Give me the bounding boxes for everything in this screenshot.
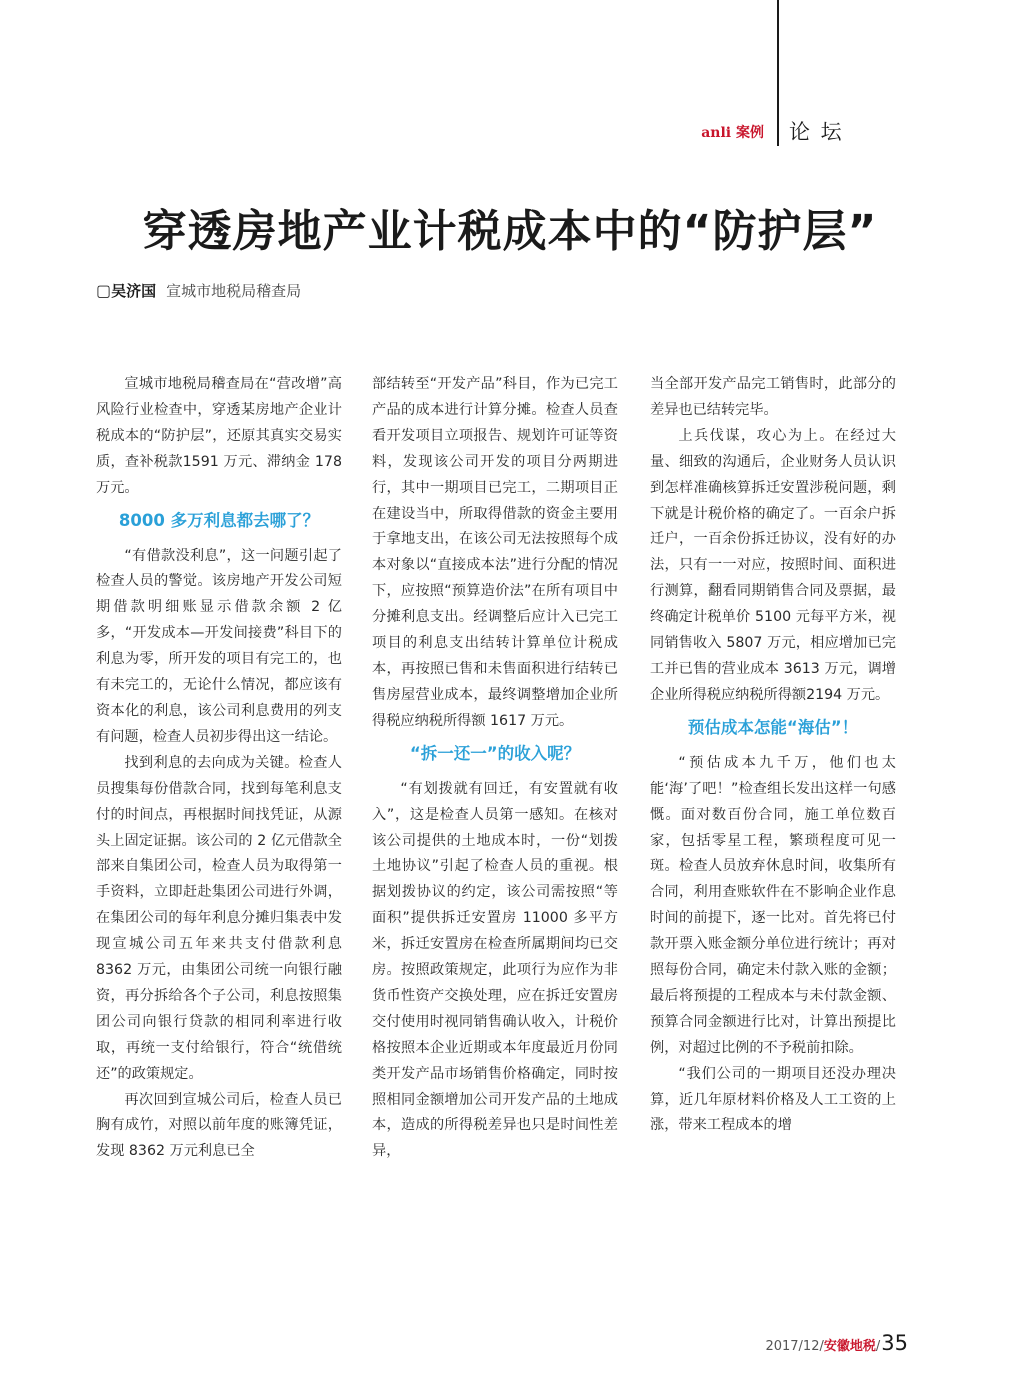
paragraph: 宣城市地税局稽查局在“营改增”高风险行业检查中，穿透某房地产企业计税成本的“防护层”，还原其真实交易实质，查补税款1591 万元、滞纳金 178 万元。 (96, 376, 342, 496)
footer-separator: / (875, 1339, 881, 1354)
author-name: 吴济国 (111, 282, 157, 300)
section-label-cn: 案例 (736, 125, 764, 141)
issue-date: 2017/12/ (765, 1339, 824, 1354)
byline-mark-icon: ▢ (96, 281, 112, 300)
article-title: 穿透房地产业计税成本中的“防护层” (142, 206, 878, 258)
page-number: 35 (881, 1331, 908, 1355)
paragraph: 当全部开发产品完工销售时，此部分的差异也已结转完毕。 (650, 376, 896, 418)
page-footer (765, 1331, 908, 1355)
paragraph: 上兵伐谋，攻心为上。在经过大量、细致的沟通后，企业财务人员认识到怎样准确核算拆迁安置涉税问题，剩下就是计税价格的确定了。一百余户拆迁户，一百余份拆迁协议，没有好的办法，只有一一对应，按照时间、面积进行测算，翻看同期销售合同及票据，最终确定计税单价 5100 元每平方米，视同销售收入 5807 万元，相应增加已完工并已售的营业成本 3613 万元，调增企业所得税应纳税所得额2194 万元。 (650, 427, 896, 703)
magazine-name: 安徽地税 (823, 1339, 876, 1354)
section-heading: “拆一还一”的收入呢？ (409, 743, 581, 763)
paragraph: 再次回到宣城公司后，检查人员已胸有成竹，对照以前年度的账簿凭证，发现 8362 万元利息已全 (96, 1091, 342, 1160)
body-column-2 (372, 372, 618, 1165)
paragraph: “有划拨就有回迁，有安置就有收入”，这是检查人员第一感知。在核对该公司提供的土地成本时，一份“划拨土地协议”引起了检查人员的重视。根据划拨协议的约定，该公司需按照“等面积”提供拆迁安置房 11000 多平方米，拆迁安置房在检查所属期间均已交房。按照政策规定，此项行为应作为非货币性资产交换处理，应在拆迁安置房交付使用时视同销售确认收入，计税价格按照本企业近期或本年度最近月份同类开发产品市场销售价格确定，同时按照相同金额增加公司开发产品的土地成本，造成的所得税差异也只是时间性差异， (372, 780, 618, 1160)
section-label (701, 122, 764, 142)
paragraph: “有借款没利息”，这一问题引起了检查人员的警觉。该房地产开发公司短期借款明细账显示借款余额 2 亿多，“开发成本—开发间接费”科目下的利息为零，所开发的项目有完工的，也有未完工的，无论什么情况，都应该有资本化的利息，该公司利息费用的列支有问题，检查人员初步得出这一结论。 (96, 547, 342, 745)
body-column-1 (96, 372, 342, 1165)
section-heading: 8000 多万利息都去哪了？ (118, 510, 320, 530)
byline (96, 280, 301, 301)
section-heading: 预估成本怎能“海估”！ (687, 717, 859, 737)
section-label-en: anli (701, 125, 732, 141)
column-label: 论 坛 (789, 120, 844, 144)
paragraph: 部结转至“开发产品”科目，作为已完工产品的成本进行计算分摊。检查人员查看开发项目立项报告、规划许可证等资料，发现该公司开发的项目分两期进行，其中一期项目已完工，二期项目正在建设当中，所取得借款的资金主要用于拿地支出，在该公司无法按照每个成本对象以“直接成本法”进行分配的情况下，应按照“预算造价法”在所有项目中分摊利息支出。经调整后应计入已完工项目的利息支出结转计算单位计税成本，再按照已售和未售面积进行结转已售房屋营业成本，最终调整增加企业所得税应纳税所得额 1617 万元。 (372, 376, 618, 729)
header-divider-line (777, 0, 779, 146)
paragraph: “我们公司的一期项目还没办理决算，近几年原材料价格及人工工资的上涨，带来工程成本的增 (650, 1065, 896, 1134)
body-column-3 (650, 372, 896, 1139)
paragraph: 找到利息的去向成为关键。检查人员搜集每份借款合同，找到每笔利息支付的时间点，再根据时间找凭证，从源头上固定证据。该公司的 2 亿元借款全部来自集团公司，检查人员为取得第一手资料，立即赶赴集团公司进行外调，在集团公司的每年利息分摊归集表中发现宣城公司五年来共支付借款利息 8362 万元，由集团公司统一向银行融资，再分拆给各个子公司，利息按照集团公司向银行贷款的相同利率进行收取，再统一支付给银行，符合“统借统还”的政策规定。 (96, 754, 342, 1082)
author-organization: 宣城市地税局稽查局 (166, 282, 302, 300)
paragraph: “预估成本九千万，他们也太能‘海’了吧！”检查组长发出这样一句感慨。面对数百份合同，施工单位数百家，包括零星工程，繁琐程度可见一斑。检查人员放弃休息时间，收集所有合同，利用查账软件在不影响企业作息时间的前提下，逐一比对。首先将已付款开票入账金额分单位进行统计；再对照每份合同，确定未付款入账的金额；最后将预提的工程成本与未付款金额、预算合同金额进行比对，计算出预提比例，对超过比例的不予税前扣除。 (650, 754, 896, 1056)
